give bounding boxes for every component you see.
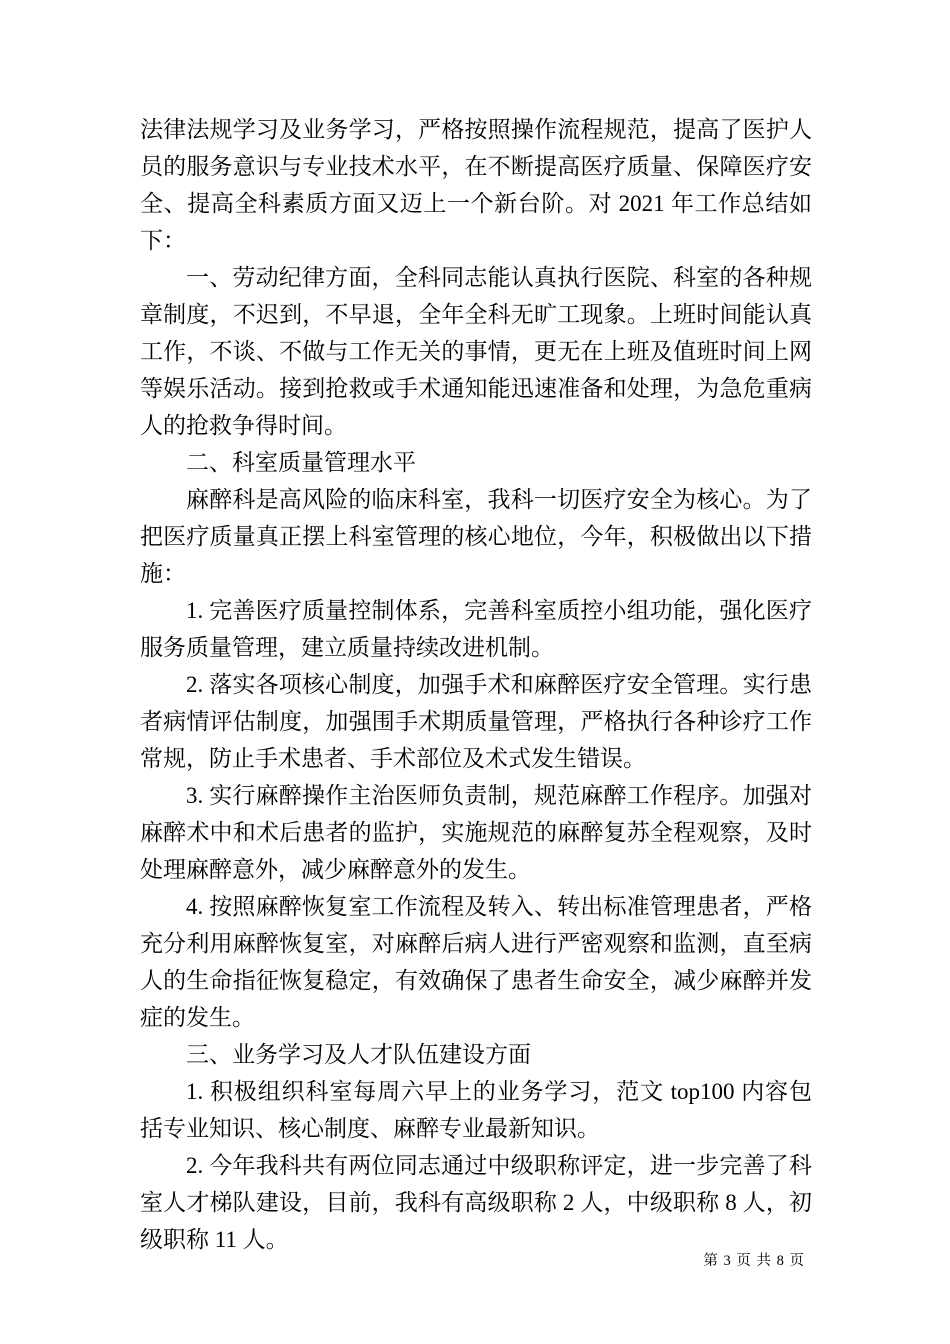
section-3-heading: 三、业务学习及人才队伍建设方面 — [186, 1042, 531, 1067]
document-body — [140, 111, 812, 1258]
section-3-item-1: 1. 积极组织科室每周六早上的业务学习，范文 top100 内容包括专业知识、核心制度、麻醉专业最新知识。 — [140, 1079, 812, 1141]
section-3-item-2: 2. 今年我科共有两位同志通过中级职称评定，进一步完善了科室人才梯队建设，目前，我科有高级职称 2 人，中级职称 8 人，初级职称 11 人。 — [140, 1153, 812, 1252]
section-1-paragraph: 一、劳动纪律方面，全科同志能认真执行医院、科室的各种规章制度，不迟到，不早退，全年全科无旷工现象。上班时间能认真工作，不谈、不做与工作无关的事情，更无在上班及值班时间上网等娱乐活动。接到抢救或手术通知能迅速准备和处理，为急危重病人的抢救争得时间。 — [140, 265, 812, 438]
body-paragraph: 法律法规学习及业务学习，严格按照操作流程规范，提高了医护人员的服务意识与专业技术水平，在不断提高医疗质量、保障医疗安全、提高全科素质方面又迈上一个新台阶。对 2021 年工作总结如下： — [140, 117, 812, 253]
section-2-item-4: 4. 按照麻醉恢复室工作流程及转入、转出标准管理患者，严格充分利用麻醉恢复室，对麻醉后病人进行严密观察和监测，直至病人的生命指征恢复稳定，有效确保了患者生命安全，减少麻醉并发症的发生。 — [140, 894, 812, 1030]
section-2-intro: 麻醉科是高风险的临床科室，我科一切医疗安全为核心。为了把医疗质量真正摆上科室管理的核心地位，今年，积极做出以下措施： — [140, 487, 812, 586]
section-2-heading: 二、科室质量管理水平 — [186, 450, 416, 475]
page-number: 第 3 页 共 8 页 — [703, 1253, 805, 1269]
section-2-item-3: 3. 实行麻醉操作主治医师负责制，规范麻醉工作程序。加强对麻醉术中和术后患者的监护，实施规范的麻醉复苏全程观察，及时处理麻醉意外，减少麻醉意外的发生。 — [140, 783, 812, 882]
section-2-item-1: 1. 完善医疗质量控制体系，完善科室质控小组功能，强化医疗服务质量管理，建立质量持续改进机制。 — [140, 598, 812, 660]
page-footer — [703, 1249, 805, 1270]
section-2-item-2: 2. 落实各项核心制度，加强手术和麻醉医疗安全管理。实行患者病情评估制度，加强围手术期质量管理，严格执行各种诊疗工作常规，防止手术患者、手术部位及术式发生错误。 — [140, 672, 812, 771]
